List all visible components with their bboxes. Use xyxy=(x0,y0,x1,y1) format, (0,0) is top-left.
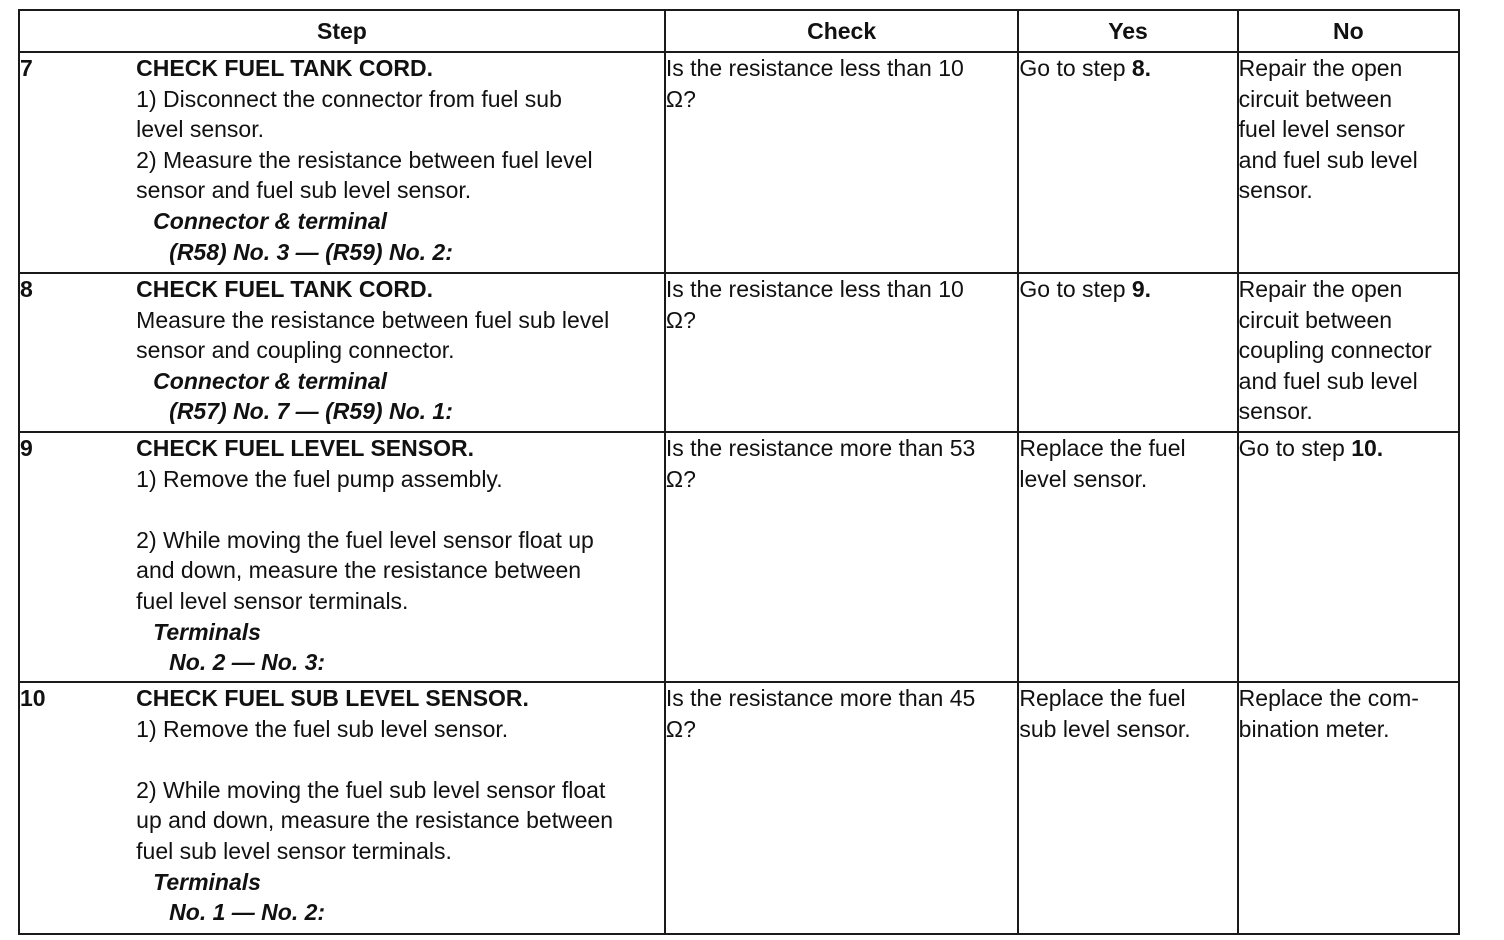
no-line: sensor. xyxy=(1238,398,1313,425)
connector-terminals: (R57) No. 7 — (R59) No. 1: xyxy=(169,398,453,425)
check-line: Ω? xyxy=(665,306,696,333)
header-step: Step xyxy=(19,10,665,52)
check-line: Is the resistance more than 53 xyxy=(665,435,976,461)
step-line: fuel level sensor terminals. xyxy=(136,587,409,614)
no-cell xyxy=(1238,682,1459,934)
no-line: and fuel sub level xyxy=(1238,367,1418,394)
no-line: Repair the open xyxy=(1238,276,1403,302)
check-line: Is the resistance less than 10 xyxy=(665,55,964,81)
step-line: 1) Disconnect the connector from fuel sub xyxy=(136,85,562,112)
step-instructions xyxy=(136,432,665,682)
terminals-label: Terminals xyxy=(153,868,261,895)
yes-text: Go to step xyxy=(1019,276,1132,302)
check-line: Is the resistance less than 10 xyxy=(665,276,964,302)
header-row xyxy=(19,10,1459,52)
step-instructions xyxy=(136,273,665,432)
connector-label: Connector & terminal xyxy=(153,207,388,234)
step-line: sensor and coupling connector. xyxy=(136,337,455,364)
no-cell xyxy=(1238,273,1459,432)
check-cell xyxy=(665,273,1018,432)
check-line: Is the resistance more than 45 xyxy=(665,685,976,711)
step-line: 1) Remove the fuel pump assembly. xyxy=(136,465,503,492)
terminal-numbers: No. 1 — No. 2: xyxy=(169,899,326,926)
header-check: Check xyxy=(665,10,1018,52)
yes-text: Go to step xyxy=(1019,55,1132,81)
yes-line: sub level sensor. xyxy=(1019,715,1191,742)
check-cell xyxy=(665,682,1018,934)
terminal-numbers: No. 2 — No. 3: xyxy=(169,649,326,676)
diagnostic-table xyxy=(18,9,1460,935)
no-text: Go to step xyxy=(1238,435,1352,461)
yes-cell xyxy=(1018,273,1237,432)
check-cell xyxy=(665,432,1018,682)
step-instructions xyxy=(136,682,665,934)
step-line: 2) Measure the resistance between fuel level xyxy=(136,146,593,173)
step-title: CHECK FUEL LEVEL SENSOR. xyxy=(136,435,474,461)
no-line: coupling connector xyxy=(1238,337,1432,364)
step-line: up and down, measure the resistance between xyxy=(136,807,614,834)
no-line: bination meter. xyxy=(1238,715,1390,742)
no-line: fuel level sensor xyxy=(1238,116,1405,143)
step-line: 2) While moving the fuel sub level sensor float xyxy=(136,776,606,803)
yes-line: level sensor. xyxy=(1019,465,1148,492)
spacer xyxy=(136,494,664,525)
step-number: 9 xyxy=(19,432,136,682)
yes-step-ref: 8. xyxy=(1131,55,1152,81)
no-line: Repair the open xyxy=(1238,55,1403,81)
table-row-step-7 xyxy=(19,52,1459,273)
table-row-step-10 xyxy=(19,682,1459,934)
step-line: level sensor. xyxy=(136,116,265,143)
step-line: Measure the resistance between fuel sub level xyxy=(136,306,610,333)
check-cell xyxy=(665,52,1018,273)
connector-terminals: (R58) No. 3 — (R59) No. 2: xyxy=(169,238,453,265)
no-line: circuit between xyxy=(1238,85,1393,112)
step-line: 2) While moving the fuel level sensor float up xyxy=(136,526,594,553)
yes-line: Replace the fuel xyxy=(1019,435,1186,461)
step-number: 7 xyxy=(19,52,136,273)
check-line: Ω? xyxy=(665,465,696,492)
terminals-label: Terminals xyxy=(153,618,261,645)
step-line: fuel sub level sensor terminals. xyxy=(136,837,452,864)
no-step-ref: 10. xyxy=(1351,435,1384,461)
no-line: circuit between xyxy=(1238,306,1393,333)
table-row-step-8 xyxy=(19,273,1459,432)
no-cell xyxy=(1238,52,1459,273)
no-line: and fuel sub level xyxy=(1238,146,1418,173)
no-line: sensor. xyxy=(1238,177,1313,204)
yes-cell xyxy=(1018,682,1237,934)
step-line: and down, measure the resistance between xyxy=(136,557,582,584)
table-row-step-9 xyxy=(19,432,1459,682)
check-line: Ω? xyxy=(665,715,696,742)
yes-line: Replace the fuel xyxy=(1019,685,1186,711)
header-no: No xyxy=(1238,10,1459,52)
yes-cell xyxy=(1018,52,1237,273)
yes-step-ref: 9. xyxy=(1131,276,1152,302)
step-title: CHECK FUEL SUB LEVEL SENSOR. xyxy=(136,685,529,711)
step-line: 1) Remove the fuel sub level sensor. xyxy=(136,715,509,742)
check-line: Ω? xyxy=(665,85,696,112)
spacer xyxy=(136,744,664,775)
no-cell xyxy=(1238,432,1459,682)
step-line: sensor and fuel sub level sensor. xyxy=(136,177,472,204)
header-yes: Yes xyxy=(1018,10,1237,52)
step-instructions xyxy=(136,52,665,273)
step-number: 10 xyxy=(19,682,136,934)
yes-cell xyxy=(1018,432,1237,682)
no-line: Replace the com- xyxy=(1238,685,1419,711)
step-title: CHECK FUEL TANK CORD. xyxy=(136,276,434,302)
connector-label: Connector & terminal xyxy=(153,367,388,394)
step-title: CHECK FUEL TANK CORD. xyxy=(136,55,434,81)
step-number: 8 xyxy=(19,273,136,432)
